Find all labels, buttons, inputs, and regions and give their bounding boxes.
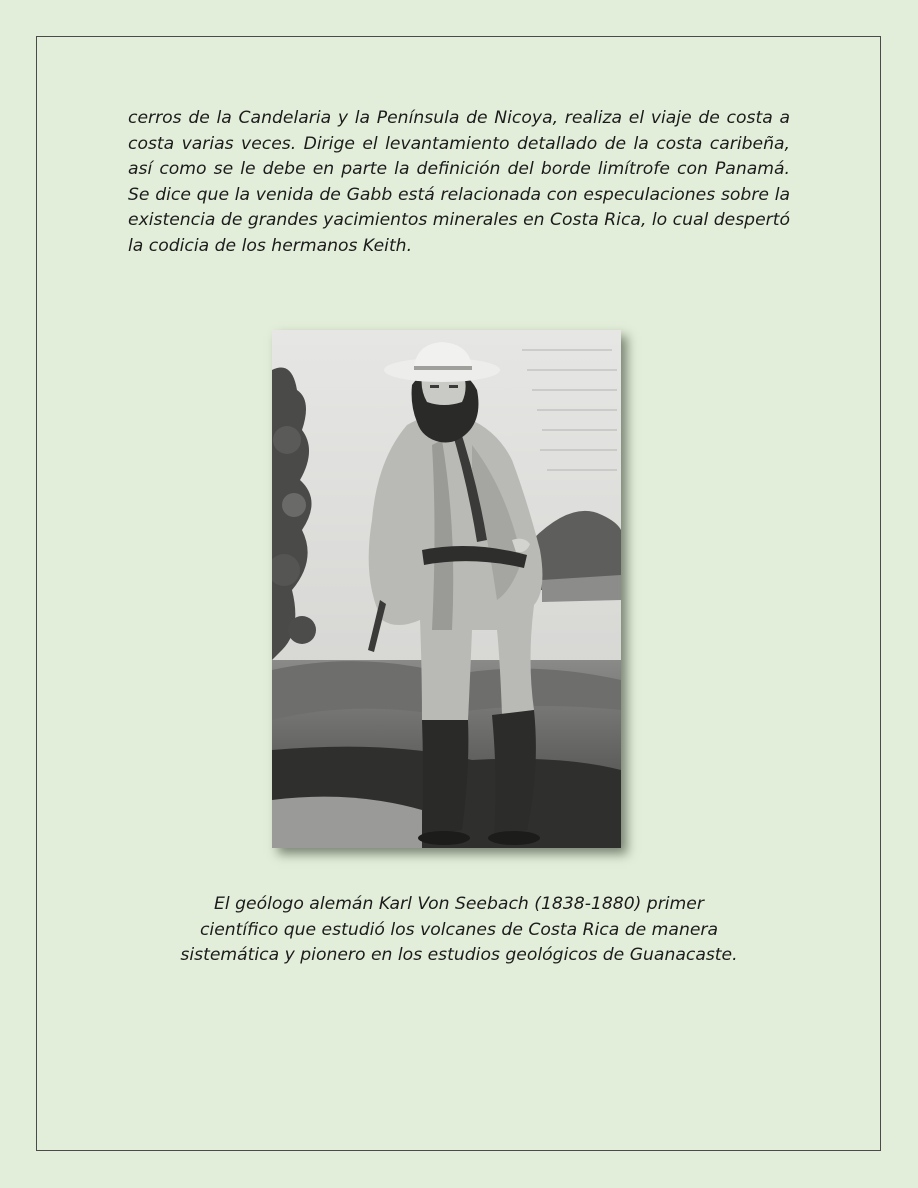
caption-line: científico que estudió los volcanes de Costa Rica de manera — [199, 919, 719, 940]
portrait-photo — [272, 330, 621, 848]
body-paragraph: cerros de la Candelaria y la Península de Nicoya, realiza el viaje de costa a costa varias veces. Dirige el levantamiento detallado de la costa caribeña, así como se le debe en parte la definición del borde limítrofe con Panamá. Se dice que la venida de Gabb está relacionada con especulaciones sobre la existencia de grandes yacimientos minerales en Costa Rica, lo cual despertó la codicia de los hermanos Keith. — [128, 108, 790, 256]
photo-caption — [110, 892, 808, 969]
caption-line: sistemática y pionero en los estudios geológicos de Guanacaste. — [180, 945, 738, 966]
portrait-image — [272, 330, 621, 848]
caption-line: El geólogo alemán Karl Von Seebach (1838-1880) primer — [214, 894, 704, 914]
